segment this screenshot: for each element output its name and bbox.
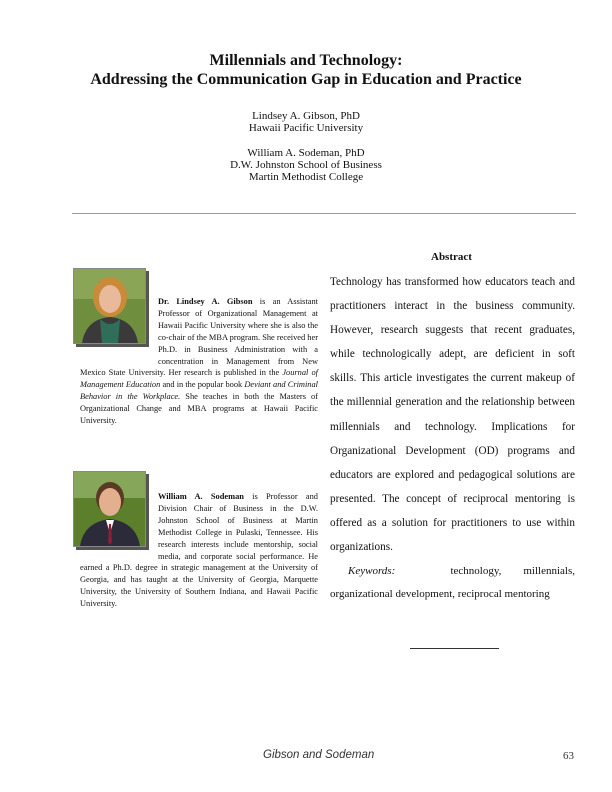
sodeman-bio-top xyxy=(80,491,318,610)
author-1-affiliation: Hawaii Pacific University xyxy=(248,122,364,134)
sodeman-bio-text: is Professor and Division Chair of Business in the D.W. Johnston School of Business at Martin Methodist College in Pulaski, Tennessee. His research interests include mentorship, social media, and corporate social performance. He earned a Ph.D. degree in strategic management at the University of Georgia, and has taught at the University of Georgia, Marquette University, the University of Southern Indiana, and Hawaii Pacific University. xyxy=(80,492,318,609)
author-2-affiliation-1: D.W. Johnston School of Business xyxy=(230,159,382,171)
sodeman-bio-name: William A. Sodeman xyxy=(158,492,244,501)
abstract-heading: Abstract xyxy=(431,251,472,263)
keywords-line-1-text: technology, millennials, xyxy=(450,565,575,577)
footnote-divider xyxy=(410,648,499,649)
gibson-bio-text-2: and in the popular book xyxy=(160,380,245,390)
author-1-name: Lindsey A. Gibson, PhD xyxy=(252,110,360,122)
keywords-line-1 xyxy=(330,561,575,581)
paper-title-line-2: Addressing the Communication Gap in Education and Practice xyxy=(90,71,522,88)
bio-photo-spacer xyxy=(80,491,158,555)
gibson-bio-text-1-run: is an Assistant Professor of Organizational Management at Hawaii Pacific University where she is also the co-chair of the MBA program. She received her Ph.D. in Business Administration with a concentration in Management from New Mexico State University. Her research is published in the xyxy=(80,297,318,378)
keywords-line-2: organizational development, reciprocal mentoring xyxy=(330,588,550,600)
page-number: 63 xyxy=(563,750,574,762)
keywords-label: Keywords: xyxy=(348,565,396,577)
gibson-bio-name: Dr. Lindsey A. Gibson xyxy=(158,297,253,306)
gibson-bio-text-3: She teaches in both the Masters of Organizational Change and MBA programs at Hawaii Pacific University. xyxy=(80,392,318,426)
running-footer-authors: Gibson and Sodeman xyxy=(263,749,375,761)
gibson-bio-book: Deviant and Criminal Behavior in the Workplace. xyxy=(80,380,318,402)
header-divider xyxy=(72,213,576,214)
paper-title-line-1: Millennials and Technology: xyxy=(209,52,403,69)
gibson-bio-top xyxy=(80,296,318,427)
author-2-affiliation-2: Martin Methodist College xyxy=(248,171,364,183)
bio-photo-spacer xyxy=(80,296,158,360)
author-2-name: William A. Sodeman, PhD xyxy=(247,147,365,159)
abstract-body: Technology has transformed how educators teach and practitioners interact in the business community. However, research suggests that recent graduates, while technologically adept, are deficient in soft skills. This article investigates the current makeup of the millennial generation and the relationship between millennials and technology. Implications for Organizational Development (OD) programs and educators are explored and pedagogical solutions are presented. The concept of reciprocal mentoring is offered as a solution for practitioners to use within organizations. xyxy=(330,276,575,554)
gibson-bio-journal: Journal of Management Education xyxy=(80,368,318,390)
